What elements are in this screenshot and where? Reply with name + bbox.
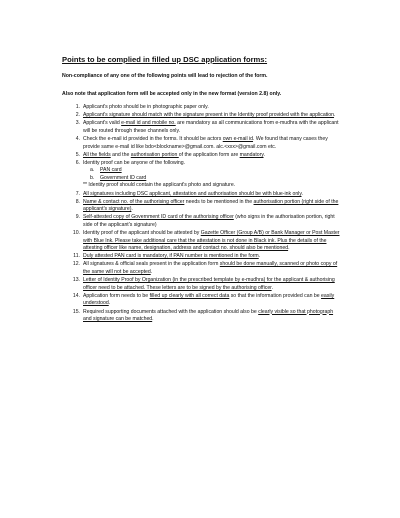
list-number: 2. bbox=[75, 112, 80, 119]
list-item bbox=[62, 230, 342, 253]
underlined-text: All signatures including DSC applicant, attestation and authorisation should be with blue-ink only bbox=[83, 190, 302, 197]
underlined-text: clearly visible so that photograph and signature can be matched bbox=[83, 308, 334, 323]
list-item bbox=[62, 261, 342, 276]
underlined-text: Self-attested copy of Government ID card of the authorising officer bbox=[83, 214, 234, 221]
item-text: (who signs in the authorisation portion, right side of the applicant's signature) bbox=[83, 214, 335, 228]
list-item bbox=[62, 160, 342, 190]
underlined-text: Government ID card bbox=[100, 174, 147, 181]
item-text: . bbox=[288, 245, 290, 252]
sub-list-item bbox=[83, 167, 342, 175]
underlined-text: mandatory bbox=[239, 151, 264, 158]
item-text: . We found that many cases they provide same e-mail id like bdo<blockname>@gmail.com. alc.<xxx>@gmail.com etc. bbox=[83, 135, 328, 150]
underlined-text: easily understood bbox=[83, 292, 335, 307]
item-text: . bbox=[108, 300, 111, 307]
underlined-text: Duly attested PAN card is mandatory, if PAN number is mentioned in the form bbox=[83, 253, 259, 260]
item-text: . bbox=[258, 253, 261, 260]
list-item bbox=[62, 277, 342, 292]
item-text: . bbox=[271, 284, 274, 291]
item-text: . bbox=[152, 316, 154, 323]
item-text: Required supporting documents attached with the application should also be bbox=[83, 308, 259, 315]
list-item bbox=[62, 253, 342, 261]
list-item bbox=[62, 152, 342, 160]
item-text: Identity proof can be anyone of the following. bbox=[83, 159, 186, 166]
underlined-text: filled up clearly with all correct data bbox=[149, 292, 230, 299]
underlined-text: authorisation portion (right side of the applicant's signature) bbox=[83, 198, 339, 213]
id-proof-options bbox=[83, 167, 342, 182]
sub-label: a. bbox=[90, 167, 95, 174]
item-text: All signatures & official seals present in the application form bbox=[83, 261, 220, 268]
list-number: 10. bbox=[72, 230, 80, 237]
list-item bbox=[62, 309, 342, 324]
list-item bbox=[62, 293, 342, 308]
list-item bbox=[62, 199, 342, 214]
points-list bbox=[62, 104, 342, 324]
list-item bbox=[62, 191, 342, 199]
document-title: Points to be complied in filled up DSC application forms: bbox=[62, 55, 268, 64]
underlined-text: authorisation portion bbox=[130, 151, 179, 158]
underlined-text: own e-mail id bbox=[222, 135, 254, 142]
list-number: 7. bbox=[75, 190, 80, 197]
list-item bbox=[62, 214, 342, 229]
sub-label: b. bbox=[90, 174, 95, 181]
format-note: Also note that application form will be accepted only in the new format (version 2.8) only. bbox=[62, 91, 282, 97]
item-text: . bbox=[263, 151, 265, 158]
item-text: Applicant's photo should be in photographic paper only. bbox=[83, 104, 209, 110]
underlined-text: Applicant's signature should match with the signature present in the Identity proof provided with the application bbox=[83, 112, 335, 119]
list-item bbox=[62, 136, 342, 151]
underlined-text: should be done manually, scanned or photo copy of the same will not be accepted bbox=[83, 261, 338, 276]
item-text: needs to be mentioned in the bbox=[184, 198, 254, 205]
underlined-text: All the fields bbox=[83, 151, 111, 158]
item-text: are mandatory as all communications from e-mudhra with the applicant will be routed through these channels only. bbox=[83, 120, 339, 134]
underlined-text: PAN card bbox=[100, 167, 122, 174]
item-text: of the application form are bbox=[178, 151, 240, 158]
id-proof-note: ** Identity proof should contain the applicant's photo and signature. bbox=[83, 182, 236, 189]
list-number: 9. bbox=[75, 214, 80, 221]
list-number: 11. bbox=[73, 253, 80, 260]
list-item bbox=[62, 120, 342, 135]
item-text: . bbox=[150, 269, 153, 276]
underlined-text: Letter of Identity Proof by Organization (in the prescribed template by e-mudhra) for the applicant & authorising officer need to be attached. These letters are to be signed by the authorising officer bbox=[83, 277, 335, 291]
list-item bbox=[62, 104, 342, 112]
item-text: Application form needs to be bbox=[83, 292, 150, 299]
list-number: 14. bbox=[72, 292, 80, 299]
sub-list-item bbox=[83, 175, 342, 183]
list-number: 6. bbox=[75, 159, 80, 166]
item-text: . bbox=[334, 112, 336, 119]
list-number: 3. bbox=[75, 120, 80, 127]
list-number: 8. bbox=[75, 198, 80, 205]
item-text: Identity proof of the applicant should be attested by bbox=[83, 230, 201, 237]
list-number: 5. bbox=[75, 151, 80, 158]
item-text: Check the e-mail id provided in the forms. It should be actors bbox=[83, 135, 223, 142]
list-item bbox=[62, 112, 342, 120]
item-text: Applicant's valid bbox=[83, 120, 122, 127]
item-text: . bbox=[301, 190, 303, 197]
list-number: 13. bbox=[72, 277, 80, 284]
underlined-text: Gazette Officer (Group A/B) or Bank Manager or Post Master with Blue Ink. Please take additional care that the attestation is not done in Black ink. Plus the details of the attesting officer like name, designation, address and contact no. should also be mentioned bbox=[83, 230, 340, 252]
underlined-text: e-mail id and mobile no. bbox=[121, 120, 176, 127]
item-text: and the bbox=[110, 151, 131, 158]
list-number: 4. bbox=[75, 135, 80, 142]
item-text: . bbox=[131, 206, 133, 213]
list-number: 1. bbox=[75, 104, 80, 110]
list-number: 12. bbox=[72, 261, 80, 268]
item-text: so that the information provided can be bbox=[229, 292, 322, 299]
underlined-text: Name & contact no. of the authorising officer bbox=[83, 198, 185, 205]
list-number: 15. bbox=[72, 308, 80, 315]
rejection-note: Non-compliance of any one of the following points will lead to rejection of the form. bbox=[62, 73, 268, 79]
